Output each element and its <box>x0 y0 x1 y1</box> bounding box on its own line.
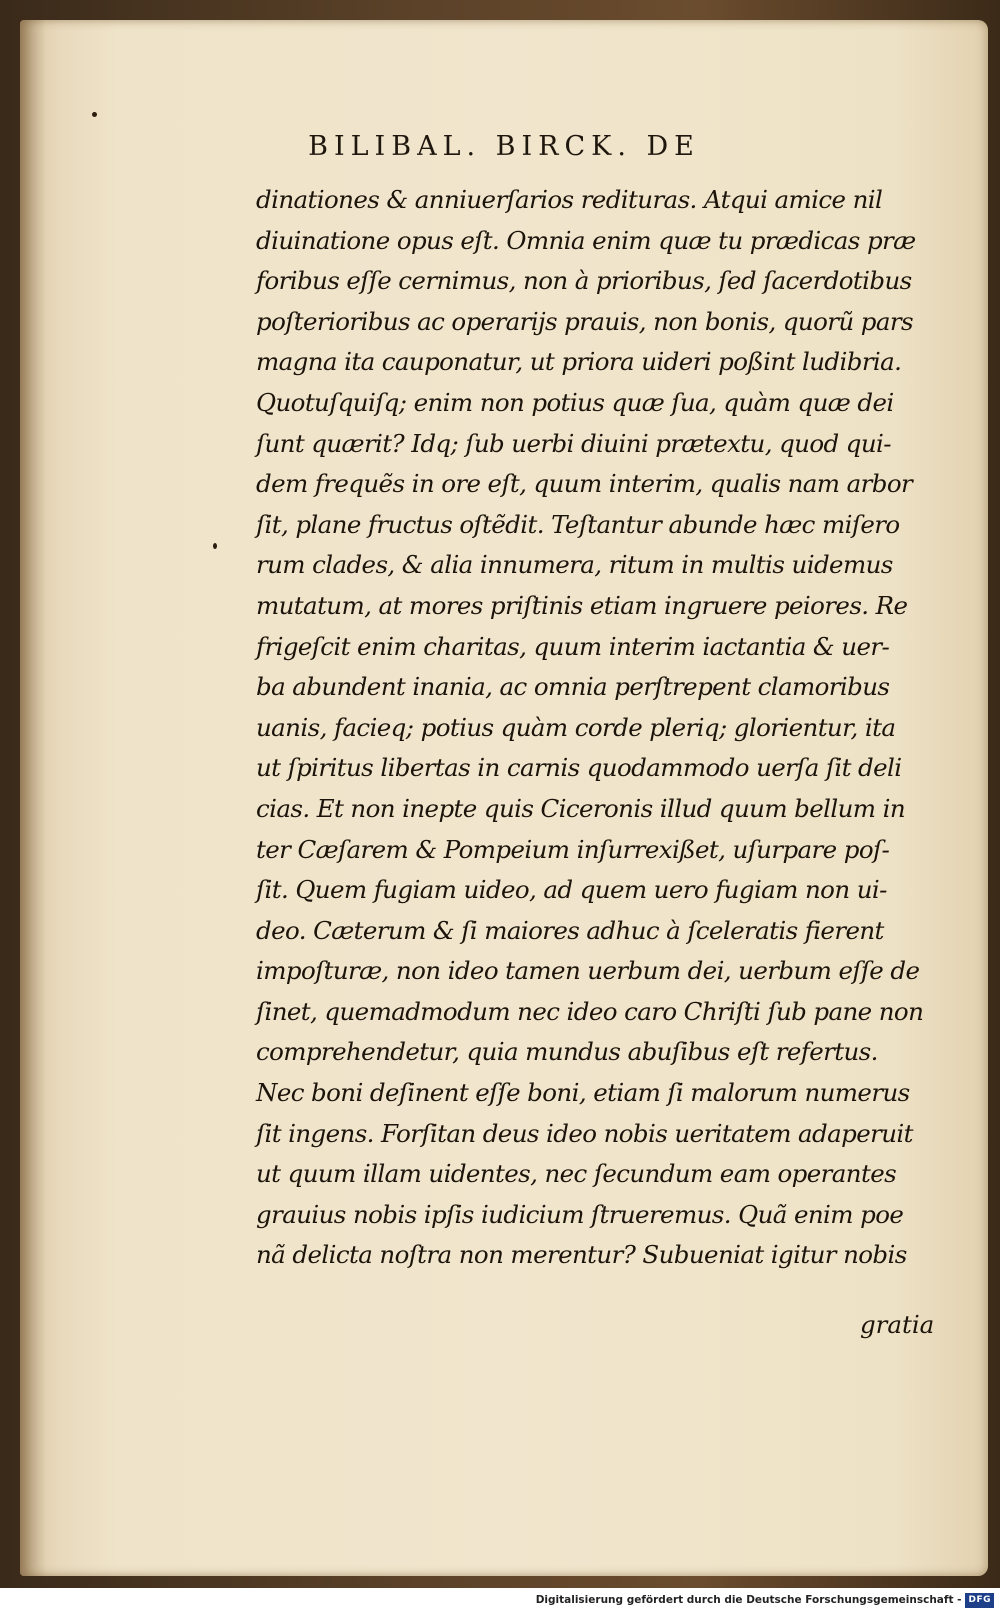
text-line: Nec boni deſinent eſſe boni, etiam ſi malorum numerus <box>256 1078 910 1108</box>
text-line: frigeſcit enim charitas, quum interim iactantia & uer- <box>256 631 890 661</box>
text-line: foribus eſſe cernimus, non à prioribus, ſed ſacerdotibus <box>256 266 912 296</box>
book-page <box>20 20 988 1576</box>
text-line: mutatum, at mores priſtinis etiam ingruere peiores. Re <box>256 590 908 620</box>
text-line: Quotuſquiſq; enim non potius quæ ſua, quàm quæ dei <box>256 387 894 417</box>
digitization-credit <box>536 1590 994 1610</box>
text-line: rum clades, & alia innumera, ritum in multis uidemus <box>256 550 893 580</box>
text-line: dinationes & anniuerſarios redituras. Atqui amice nil <box>256 185 883 214</box>
text-line: grauius nobis ipſis iudicium ſtrueremus. Quã enim poe <box>256 1199 904 1229</box>
text-line: comprehendetur, quia mundus abuſibus eſt refertus. <box>256 1037 878 1067</box>
text-line: ſit ingens. Forſitan deus ideo nobis ueritatem adaperuit <box>256 1118 913 1148</box>
text-line: ter Cæſarem & Pompeium inſurrexißet, uſurpare poſ- <box>256 834 890 864</box>
text-line: ſit. Quem fugiam uideo, ad quem uero fugiam non ui- <box>256 875 887 905</box>
text-line: ut ſpiritus libertas in carnis quodammodo uerſa ſit deli <box>256 753 902 783</box>
running-head: BILIBAL. BIRCK. DE <box>308 131 700 162</box>
page-body-text <box>256 180 936 1276</box>
text-line: diuinatione opus eſt. Omnia enim quæ tu prædicas præ <box>256 225 916 255</box>
text-line: ba abundent inania, ac omnia perſtrepent clamoribus <box>256 672 890 702</box>
text-line: poſterioribus ac operarijs prauis, non bonis, quorũ pars <box>256 306 913 336</box>
dfg-logo: DFG <box>965 1593 994 1608</box>
text-line: uanis, facieq; potius quàm corde pleriq; glorientur, ita <box>256 712 896 742</box>
page-gutter-shadow <box>20 20 46 1576</box>
text-line: cias. Et non inepte quis Ciceronis illud quum bellum in <box>256 793 906 823</box>
text-line: ut quum illam uidentes, nec ſecundum eam operantes <box>256 1159 897 1189</box>
text-line: nã delicta noſtra non merentur? Subueniat igitur nobis <box>256 1240 907 1270</box>
text-line: ſit, plane fructus oſtẽdit. Teſtantur abunde hæc miſero <box>256 509 900 539</box>
text-line: ſinet, quemadmodum nec ideo caro Chriſti ſub pane non <box>256 996 924 1026</box>
text-line: deo. Cæterum & ſi maiores adhuc à ſceleratis fierent <box>256 915 884 945</box>
ink-speck <box>213 543 217 549</box>
text-line: magna ita cauponatur, ut priora uideri poßint ludibria. <box>256 347 902 377</box>
credit-text: Digitalisierung gefördert durch die Deutsche Forschungsgemeinschaft - <box>535 1594 962 1606</box>
text-line: ſunt quærit? Idq; ſub uerbi diuini prætextu, quod qui- <box>256 428 891 458</box>
catchword: gratia <box>860 1310 935 1339</box>
text-line: dem frequẽs in ore eſt, quum interim, qualis nam arbor <box>256 469 913 499</box>
ink-speck <box>92 112 97 117</box>
text-line: impoſturæ, non ideo tamen uerbum dei, uerbum eſſe de <box>256 956 920 986</box>
